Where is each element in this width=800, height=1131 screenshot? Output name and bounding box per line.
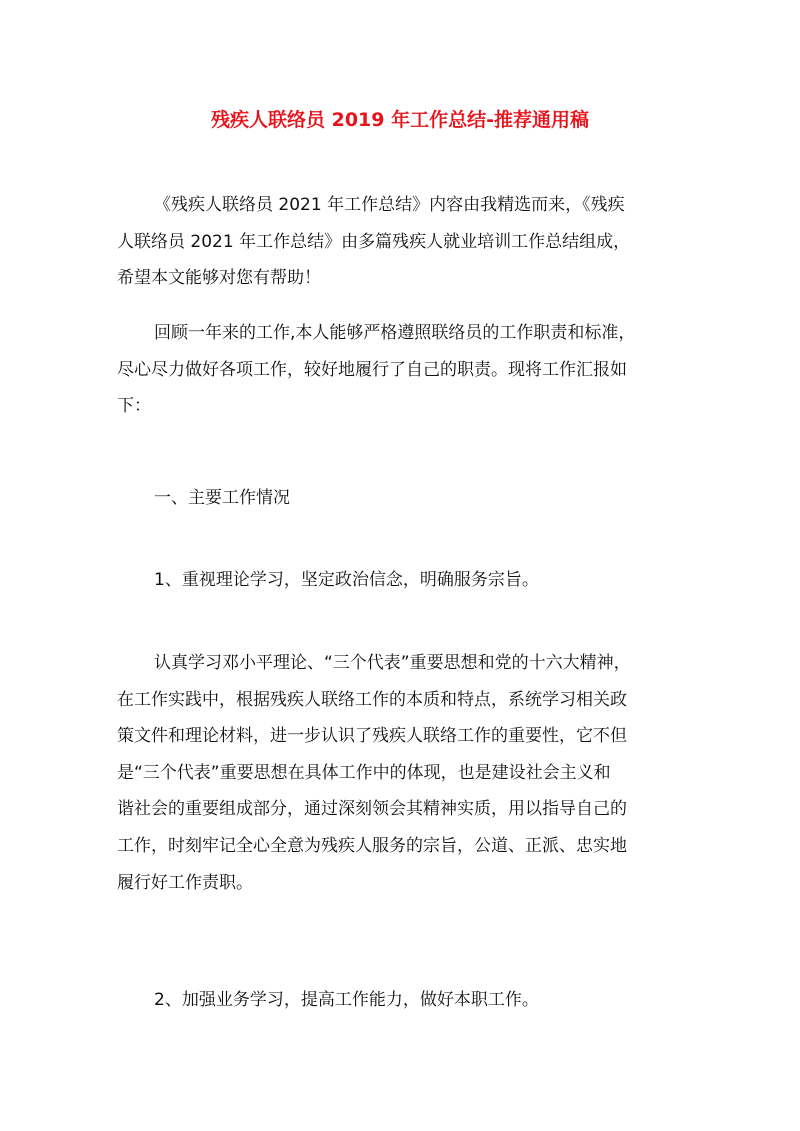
intro-line: 人联络员 2021 年工作总结》由多篇残疾人就业培训工作总结组成， [117, 231, 631, 252]
section1-heading: 一、主要工作情况 [154, 488, 290, 508]
item1-body-line: 履行好工作责职。 [117, 872, 253, 893]
document-title: 残疾人联络员 2019 年工作总结-推荐通用稿 [211, 109, 589, 131]
item2-heading: 2、加强业务学习，提高工作能力，做好本职工作。 [154, 990, 539, 1010]
item1-body-line: 是“三个代表”重要思想在具体工作中的体现，也是建设社会主义和 [117, 762, 611, 783]
item-heading [117, 982, 693, 1019]
item1-body-line: 工作，时刻牢记全心全意为残疾人服务的宗旨，公道、正派、忠实地 [117, 835, 627, 856]
item-heading [117, 562, 693, 599]
intro-line: 《残疾人联络员 2021 年工作总结》内容由我精选而来，《残疾 [154, 195, 625, 215]
opening-line: 尽心尽力做好各项工作，较好地履行了自己的职责。现将工作汇报如 [117, 359, 627, 380]
opening-paragraph [117, 315, 693, 425]
item1-body-paragraph [117, 645, 693, 901]
item1-body-line: 谐社会的重要组成部分，通过深刻领会其精神实质，用以指导自己的 [117, 799, 627, 820]
opening-line: 下： [117, 396, 151, 417]
item1-heading: 1、重视理论学习，坚定政治信念，明确服务宗旨。 [154, 570, 539, 590]
opening-line: 回顾一年来的工作,本人能够严格遵照联络员的工作职责和标准， [154, 323, 636, 343]
section-heading [117, 480, 693, 517]
item1-body-line: 认真学习邓小平理论、“三个代表”重要思想和党的十六大精神， [154, 653, 631, 673]
item1-body-line: 在工作实践中，根据残疾人联络工作的本质和特点，系统学习相关政 [117, 689, 627, 710]
intro-line: 希望本文能够对您有帮助！ [117, 268, 321, 289]
item1-body-line: 策文件和理论材料，进一步认识了残疾人联络工作的重要性，它不但 [117, 726, 627, 747]
intro-paragraph [117, 187, 693, 297]
